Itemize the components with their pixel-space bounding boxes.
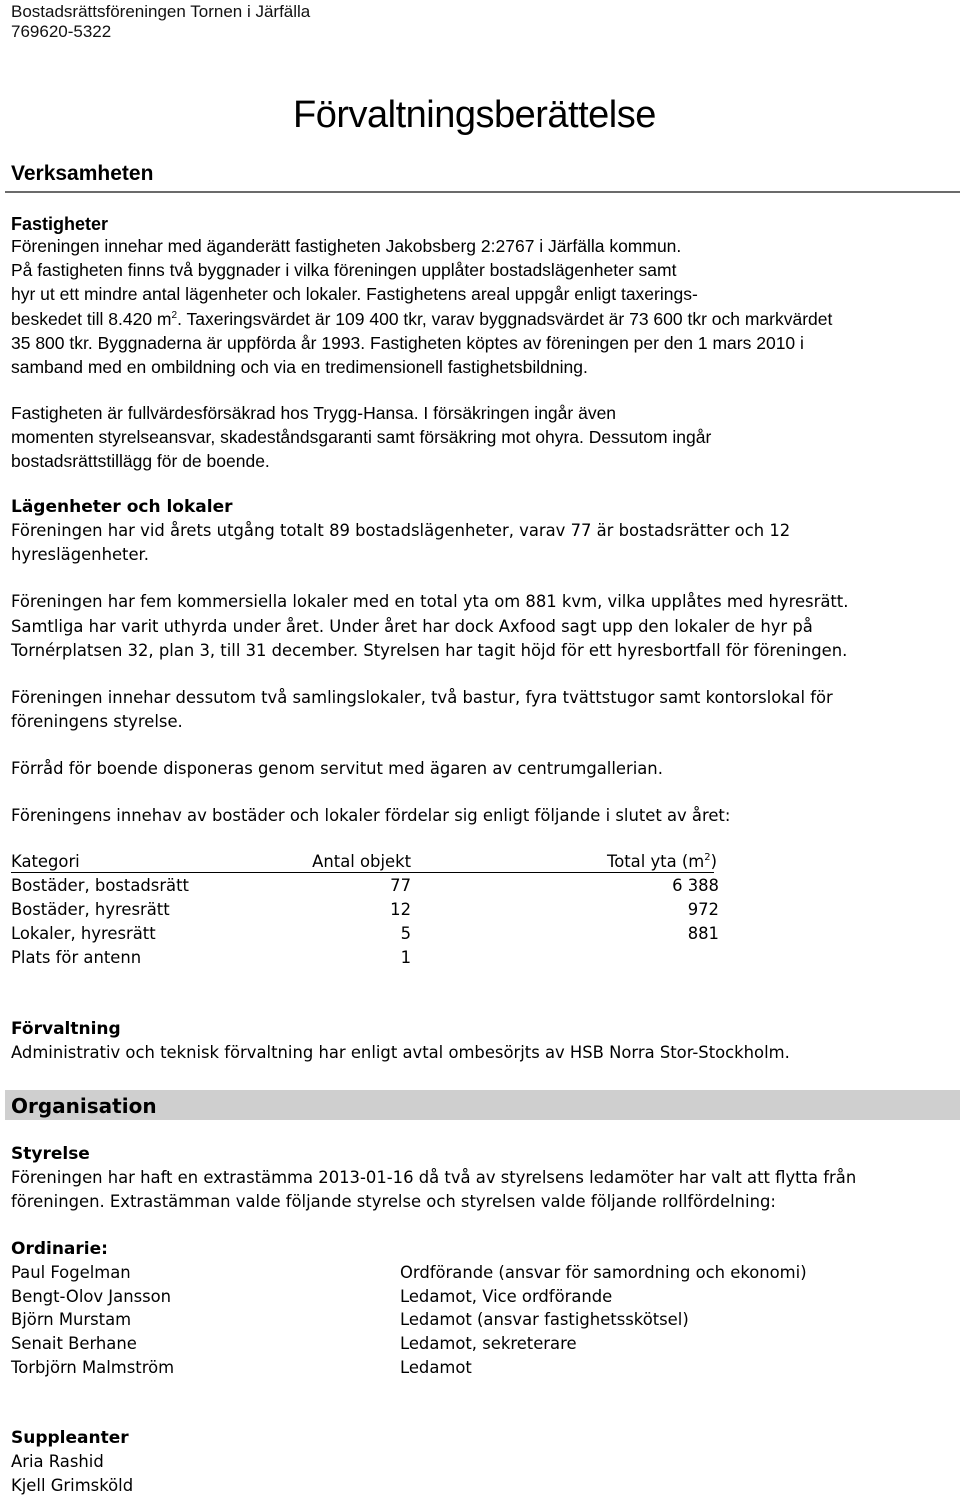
cell-antal: 1 bbox=[400, 948, 411, 967]
member-name: Bengt-Olov Jansson bbox=[11, 1286, 172, 1306]
insurance-text-d: Dessutom ingår bbox=[583, 427, 712, 447]
suppleant-name: Aria Rashid bbox=[11, 1452, 104, 1471]
lagenheter-p2-line-3: Tornérplatsen 32, plan 3, till 31 december. Styrelsen har tagit höjd för ett hyresbortfall för föreningen. bbox=[11, 641, 848, 660]
suppleanter-heading: Suppleanter bbox=[11, 1428, 129, 1448]
org-name: Bostadsrättsföreningen Tornen i Järfälla bbox=[11, 2, 311, 21]
member-name: Björn Murstam bbox=[11, 1310, 132, 1330]
insurance-line-1 bbox=[11, 403, 616, 424]
fastigheter-line-1: Föreningen innehar med äganderätt fastigheten Jakobsberg 2:2767 i Järfälla kommun. bbox=[11, 236, 682, 256]
lagenheter-p2-line-1: Föreningen har fem kommersiella lokaler med en total yta om 881 kvm, vilka upplåtes med hyresrätt. bbox=[11, 592, 849, 611]
cell-yta: 972 bbox=[687, 900, 719, 919]
styrelse-heading: Styrelse bbox=[11, 1144, 90, 1164]
area-sup: 2 bbox=[171, 310, 178, 321]
table-row bbox=[11, 924, 731, 948]
fastigheter-heading: Fastigheter bbox=[11, 214, 109, 234]
lagenheter-p1-line-1: Föreningen har vid årets utgång totalt 89 bostadslägenheter, varav 77 är bostadsrätter och 12 bbox=[11, 521, 791, 540]
cell-antal: 12 bbox=[390, 900, 411, 919]
table-header bbox=[11, 852, 717, 873]
lagenheter-p3-line-2: föreningens styrelse. bbox=[11, 712, 183, 731]
member-name: Senait Berhane bbox=[11, 1334, 137, 1354]
table-row bbox=[11, 876, 731, 900]
cell-kategori: Plats för antenn bbox=[11, 948, 142, 967]
col-antal: Antal objekt bbox=[312, 852, 411, 871]
area-text: beskedet till 8.420 m bbox=[11, 309, 172, 329]
section-divider bbox=[5, 191, 960, 193]
purchase-text: Fastigheten köptes av föreningen per den 1 mars 2010 i bbox=[365, 333, 804, 353]
col-yta-sup: 2 bbox=[704, 852, 711, 863]
col-yta bbox=[607, 852, 717, 871]
table-row bbox=[11, 948, 731, 972]
table-row bbox=[11, 900, 731, 924]
col-yta-close: ) bbox=[710, 852, 717, 871]
lagenheter-p2-line-2: Samtliga har varit uthyrda under året. Under året har dock Axfood sagt upp den lokaler de hyr på bbox=[11, 617, 813, 636]
styrelse-line-2: föreningen. Extrastämman valde följande styrelse och styrelsen valde följande rollfördelning: bbox=[11, 1192, 776, 1211]
cell-kategori: Lokaler, hyresrätt bbox=[11, 924, 156, 943]
insurance-text-a: Fastigheten är fullvärdesförsäkrad hos Trygg-Hansa. bbox=[11, 403, 419, 423]
fastigheter-line-4 bbox=[11, 309, 832, 330]
member-name: Torbjörn Malmström bbox=[11, 1357, 175, 1377]
insurance-line-2 bbox=[11, 427, 711, 448]
cell-kategori: Bostäder, bostadsrätt bbox=[11, 876, 189, 895]
lagenheter-p5: Föreningens innehav av bostäder och lokaler fördelar sig enligt följande i slutet av året: bbox=[11, 806, 731, 825]
cell-yta: 6 388 bbox=[672, 876, 719, 895]
lagenheter-p4: Förråd för boende disponeras genom servitut med ägaren av centrumgallerian. bbox=[11, 759, 663, 778]
cell-antal: 77 bbox=[390, 876, 411, 895]
col-kategori: Kategori bbox=[11, 852, 80, 871]
organisation-heading: Organisation bbox=[11, 1094, 157, 1118]
forvaltning-heading: Förvaltning bbox=[11, 1019, 121, 1039]
col-yta-text: Total yta (m bbox=[606, 852, 705, 871]
taxering-text: . Taxeringsvärdet är 109 400 tkr, varav byggnadsvärdet är 73 600 tkr och markvärdet bbox=[177, 309, 833, 329]
ordinarie-heading: Ordinarie: bbox=[11, 1239, 108, 1259]
forvaltning-text: Administrativ och teknisk förvaltning har enligt avtal ombesörjts av HSB Norra Stor-Stockholm. bbox=[11, 1043, 790, 1062]
built-year-text: 35 800 tkr. Byggnaderna är uppförda år 1993. bbox=[11, 333, 366, 353]
section-verksamhet: Verksamheten bbox=[11, 162, 154, 185]
member-role: Ledamot (ansvar fastighetsskötsel) bbox=[400, 1310, 689, 1330]
styrelse-line-1: Föreningen har haft en extrastämma 2013-01-16 då två av styrelsens ledamöter har valt att flytta från bbox=[11, 1168, 857, 1187]
doc-title: Förvaltningsberättelse bbox=[293, 94, 656, 136]
insurance-text-c: momenten styrelseansvar, skadeståndsgaranti samt försäkring mot ohyra. bbox=[11, 427, 584, 447]
lagenheter-p1-line-2: hyreslägenheter. bbox=[11, 545, 149, 564]
insurance-text-b: I försäkringen ingår även bbox=[418, 403, 617, 423]
fastigheter-line-3: hyr ut ett mindre antal lägenheter och lokaler. Fastighetens areal uppgår enligt taxerings- bbox=[11, 284, 698, 304]
member-role: Ledamot, sekreterare bbox=[400, 1334, 577, 1354]
fastigheter-line-2: På fastigheten finns två byggnader i vilka föreningen upplåter bostadslägenheter samt bbox=[11, 260, 677, 280]
cell-yta: 881 bbox=[687, 924, 719, 943]
fastigheter-line-5 bbox=[11, 333, 804, 354]
cell-kategori: Bostäder, hyresrätt bbox=[11, 900, 170, 919]
insurance-line-3: bostadsrättstillägg för de boende. bbox=[11, 451, 270, 471]
member-role: Ledamot, Vice ordförande bbox=[400, 1286, 613, 1306]
suppleant-name: Kjell Grimsköld bbox=[11, 1476, 134, 1495]
fastigheter-line-6: samband med en ombildning och via en tredimensionell fastighetsbildning. bbox=[11, 357, 588, 377]
member-role: Ledamot bbox=[400, 1357, 472, 1377]
member-role: Ordförande (ansvar för samordning och ekonomi) bbox=[400, 1263, 807, 1282]
lagenheter-heading: Lägenheter och lokaler bbox=[11, 497, 233, 517]
org-number: 769620-5322 bbox=[11, 22, 112, 41]
lagenheter-p3-line-1: Föreningen innehar dessutom två samlingslokaler, två bastur, fyra tvättstugor samt kontorslokal för bbox=[11, 688, 833, 707]
cell-antal: 5 bbox=[400, 924, 411, 943]
member-name: Paul Fogelman bbox=[11, 1263, 131, 1282]
